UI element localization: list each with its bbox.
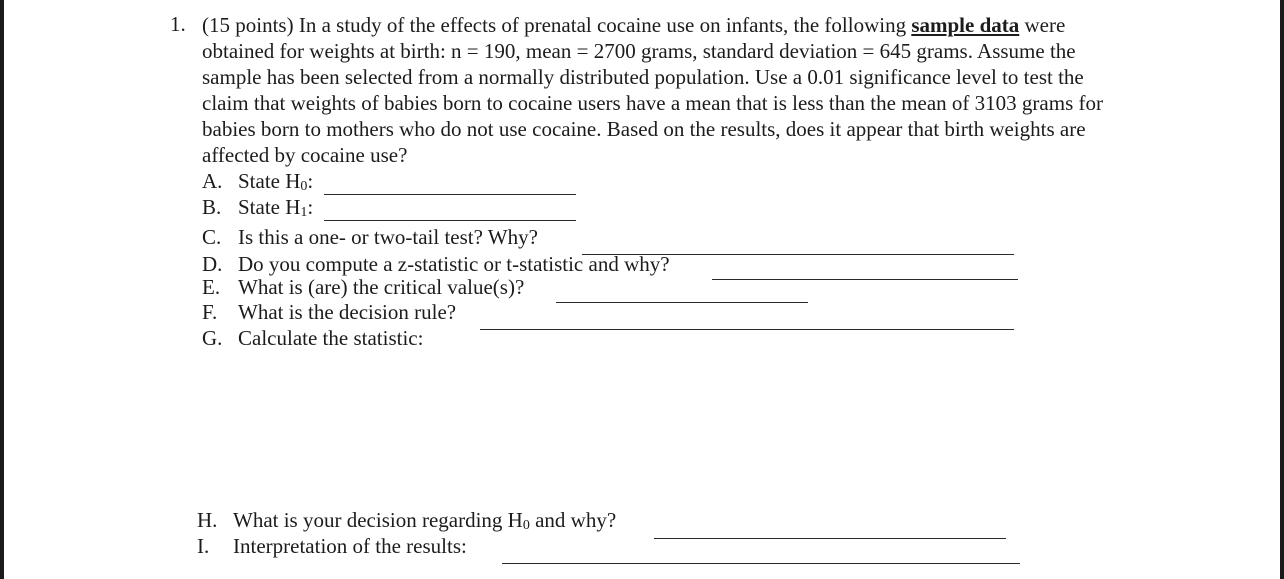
part-i-letter: I. <box>197 534 210 558</box>
answer-line-e[interactable] <box>556 302 808 303</box>
part-b <box>202 195 313 221</box>
part-d <box>202 252 670 277</box>
question-rest: were obtained for weights at birth: n = 190, mean = 2700 grams, standard deviation = 645 grams. Assume the sample has been selected from a normally distributed population. Use a 0.01 significance level to test the claim that weights of babies born to cocaine users have a mean that is less than the mean of 3103 grams for babies born to mothers who do not use cocaine. Based on the results, does it appear that birth weights are affected by cocaine use? <box>202 13 1103 167</box>
part-e-text: What is (are) the critical value(s)? <box>238 275 525 299</box>
part-d-text: Do you compute a z-statistic or t-statistic and why? <box>238 252 670 276</box>
part-e <box>202 275 524 300</box>
part-g <box>202 326 423 351</box>
part-h-sub: 0 <box>522 518 530 533</box>
part-f-letter: F. <box>202 300 218 324</box>
question-number: 1. <box>170 12 186 36</box>
part-c <box>202 225 538 250</box>
part-a-sub: 0 <box>300 179 308 194</box>
part-b-letter: B. <box>202 195 222 219</box>
part-a-text: State H <box>238 169 301 193</box>
question-intro: (15 points) In a study of the effects of prenatal cocaine use on infants, the following <box>202 13 907 37</box>
part-a <box>202 169 313 195</box>
worksheet-page <box>4 0 1280 579</box>
part-h-tail: and why? <box>529 508 617 532</box>
part-h-text: What is your decision regarding H <box>233 508 523 532</box>
part-c-text: Is this a one- or two-tail test? Why? <box>238 225 538 249</box>
part-d-letter: D. <box>202 252 223 276</box>
part-h <box>197 508 616 534</box>
part-g-text: Calculate the statistic: <box>238 326 424 350</box>
answer-line-i[interactable] <box>502 563 1020 564</box>
answer-line-d[interactable] <box>712 279 1018 280</box>
question-text <box>202 12 1122 168</box>
part-c-letter: C. <box>202 225 222 249</box>
part-i-text: Interpretation of the results: <box>233 534 467 558</box>
part-f-text: What is the decision rule? <box>238 300 457 324</box>
answer-line-a[interactable] <box>324 194 576 195</box>
answer-line-f[interactable] <box>480 329 1014 330</box>
part-b-text: State H <box>238 195 301 219</box>
part-a-tail: : <box>307 169 314 193</box>
answer-line-b[interactable] <box>324 220 576 221</box>
part-a-letter: A. <box>202 169 223 193</box>
part-g-letter: G. <box>202 326 223 350</box>
question-underlined-term: sample data <box>911 13 1020 37</box>
part-b-tail: : <box>307 195 314 219</box>
part-f <box>202 300 456 325</box>
part-b-sub: 1 <box>300 205 308 220</box>
answer-line-h[interactable] <box>654 538 1006 539</box>
part-e-letter: E. <box>202 275 221 299</box>
part-i <box>197 534 467 559</box>
part-h-letter: H. <box>197 508 218 532</box>
